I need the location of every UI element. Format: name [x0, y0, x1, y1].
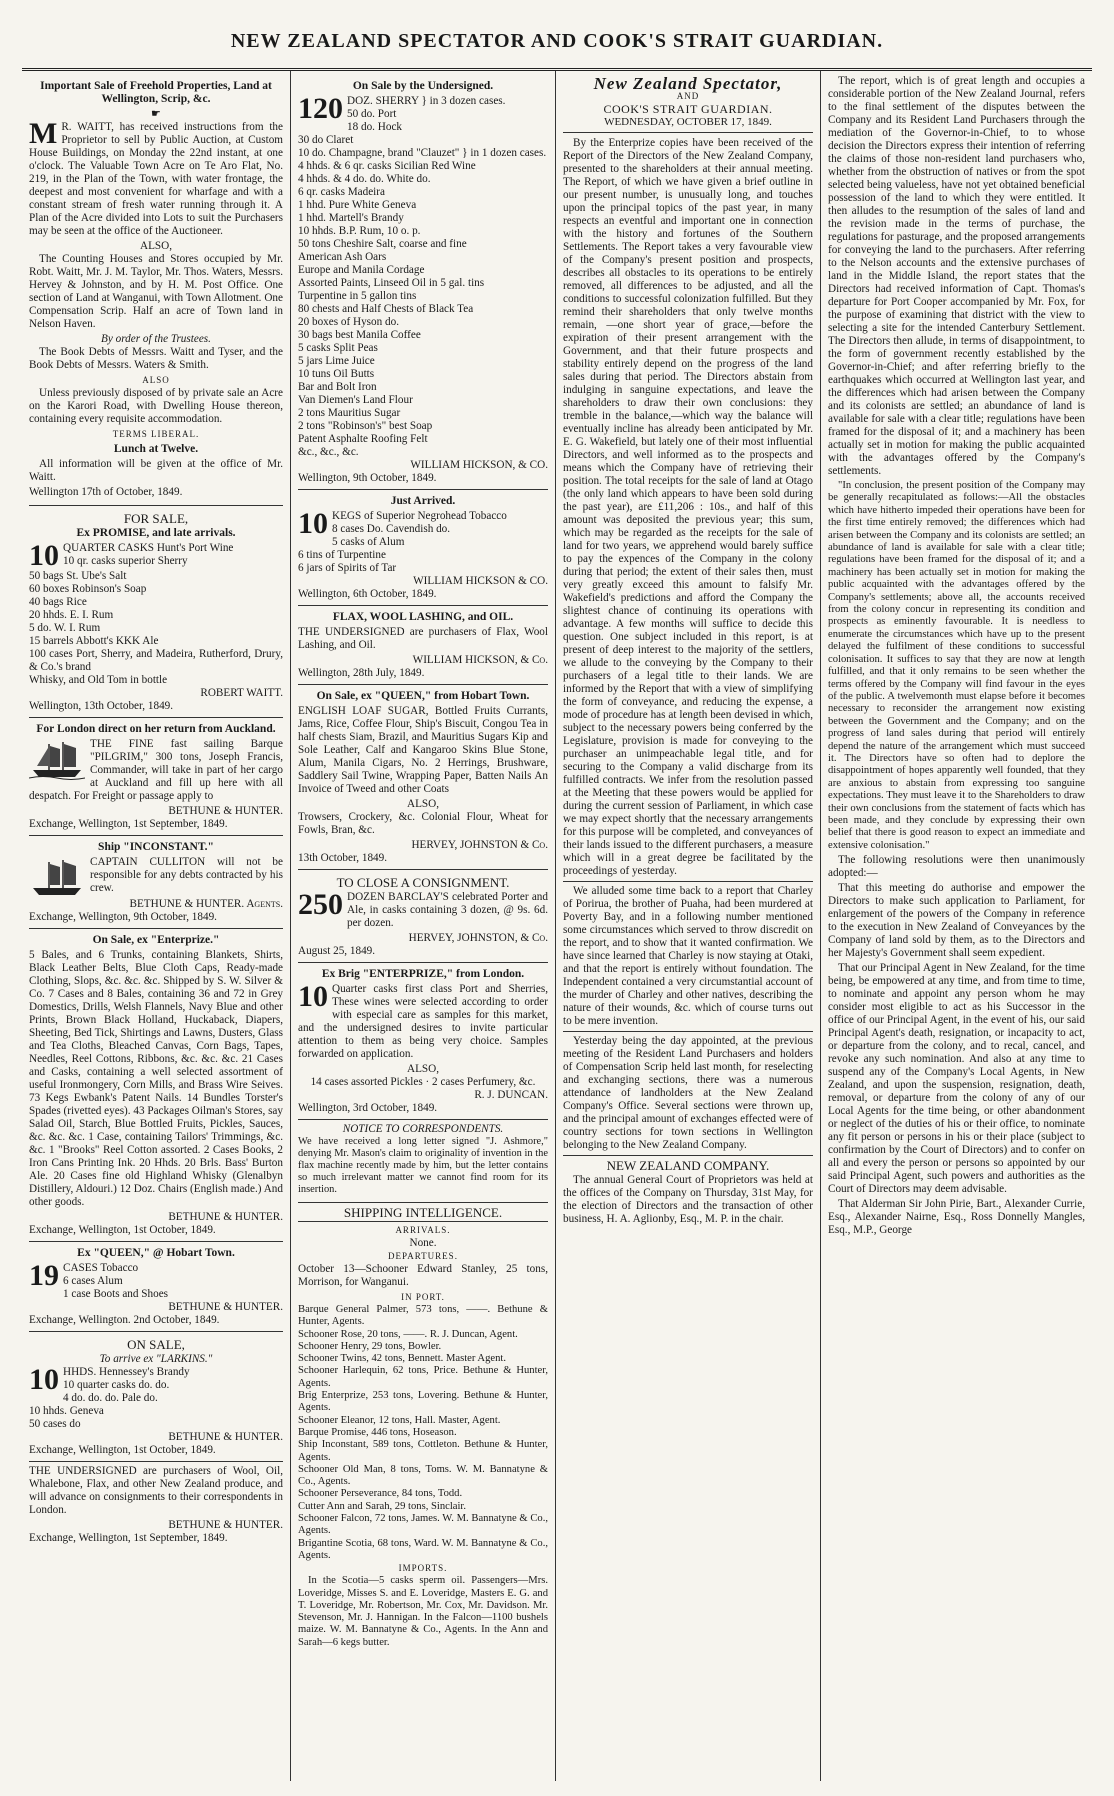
report-para-2: The following resolutions were then unanimously adopted:—	[828, 854, 1085, 880]
arrivals-none: None.	[409, 1237, 437, 1249]
list-item: American Ash Oars	[298, 251, 387, 263]
arrived-list	[298, 507, 548, 575]
imports-label: IMPORTS.	[398, 1563, 448, 1574]
list-item: &c., &c., &c.	[298, 446, 359, 458]
list-item: Europe and Manila Cordage	[298, 264, 425, 276]
queen2-more: Trowsers, Crockery, &c. Colonial Flour, Wheat for Fowls, Bran, &c.	[298, 811, 548, 836]
imports-body: In the Scotia—5 casks sperm oil. Passengers—Mrs. Loveridge, Misses S. and E. Loveridge, Masters E. G. and T. Loveridge, Mr. Robertson, Mr. Cox, Mr. Davidson. Mr. Stevenson, Mr. J. Hannigan. In the Falcon—1100 bushels maize. W. M. Bannatyne & Co., Agents. In the Ann and Sarah—6 kegs butter.	[298, 1575, 548, 1648]
queen2-body: ENGLISH LOAF SUGAR, Bottled Fruits Currants, Jams, Rice, Coffee Flour, Ship's Biscuit, Congou Tea in half chests Siam, Brazil, and Mauritius Sugars Kip and Sole Leather, Calf and Kangaroo Skins Blue Stone, Alum, Manila Cigars, No. 2 Herrings, Brushware, Saddlery Sail Twine, Wrapping Paper, Batten Nails An Invoice of Tweed and other Coats	[298, 705, 548, 795]
list-item: Schooner Eleanor, 12 tons, Hall. Master, Agent.	[298, 1414, 501, 1426]
consignment-title: TO CLOSE A CONSIGNMENT.	[336, 875, 510, 890]
arrived-date: Wellington, 6th October, 1849.	[298, 588, 437, 600]
shipping-section	[298, 1206, 548, 1649]
list-item: 10 quarter casks do. do.	[63, 1379, 170, 1391]
freehold-sale-title: Important Sale of Freehold Properties, Land at Wellington, Scrip, &c.	[40, 80, 272, 105]
freehold-sale-body: M R. WAITT, has received instructions from the Proprietor to sell by Public Auction, at Custom House Buildings, on Monday the 22nd instant, at one o'clock. The Valuable Town Acre on Te Aro Flat, No. 219, in the Plan of the Town, with water frontage, the deepest and most convenient for wharfage and with a constant stream of fresh water running through it. A Plan of the Acre divided into Lots to suit the Purchasers may be seen at the office of the Auctioneer.	[29, 117, 283, 237]
list-item: Brig Enterprize, 253 tons, Lovering. Bethune & Hunter, Agents.	[298, 1390, 548, 1414]
list-item: 5 jars Lime Juice	[298, 355, 375, 367]
list-item: 10 tuns Oil Butts	[298, 368, 375, 380]
consignment-date: August 25, 1849.	[298, 945, 376, 957]
arrived-number: 10	[298, 507, 328, 540]
report-quote: "In conclusion, the present position of the Company may be generally recapitulated as follows:—All the obstacles which have hitherto impeded their operations have been for the first time entirely removed; the differences which had arisen between the Company and its colonists are settled; an abundance of land is available for sale with a clear title; regulations have been framed for the disposal of it; and a machinery has been actually set in motion for making the public acquainted with the advantages offered by the Company's settlements; above all, the accounts received from the colony concur in representing its condition and prospects as eminently favourable. It is needless to enumerate the circumstances which have up to the present delayed the fulfilment of these conditions to successful colonisation. It suffices to say that they are now at length fulfilled, and that it only remains to be seen whether the terms offered by the Company will find favour in the eyes of the public. A twelvemonth must elapse before it becomes necessary to reconsider the arrangement now existing between the Government and the Company; and on the progress of land sales during that period will entirely depend the nature of the arrangement which must succeed it. The Directors have so often had to deplore the disappointment of hopes apparently well founded, that they are anxious to abstain from expressing too sanguine expectations. They must leave it to the Shareholders to draw their own conclusions from the statement of facts which has been made, and they conclude by expressing their own belief that there is good reason to expect an immediate and extensive colonisation."	[828, 480, 1085, 851]
shipping-title: SHIPPING INTELLIGENCE.	[298, 1206, 548, 1222]
list-item: 4 hhds. & 6 qr. casks Sicilian Red Wine	[298, 160, 476, 172]
london-body: THE FINE fast sailing Barque "PILGRIM," 300 tons, Joseph Francis, Commander, will take in part of her cargo at Auckland and fill up here with all despatch. For Freight or passage apply to	[29, 738, 283, 802]
arrived-ad	[298, 490, 548, 606]
queen-number: 19	[29, 1259, 59, 1292]
flax-title: FLAX, WOOL LASHING, and OIL.	[332, 611, 514, 623]
brig-date: Wellington, 3rd October, 1849.	[298, 1102, 438, 1114]
nzc-title: NEW ZEALAND COMPANY.	[563, 1155, 813, 1172]
undersigned-number: 120	[298, 92, 343, 125]
editorial-para-1: By the Enterprize copies have been received of the Report of the Directors of the New Zealand Company, presented to the shareholders at their annual meeting. The Report, of which we have given a brief outline in our present number, is unusually long, and touches upon the principal topics of the past year, in many respects an eventful and important one in connection with the history and fortunes of the Southern Settlements. The Report takes a very favourable view of the Company's present position and prospects, describes all obstacles to its operations to be entirely removed, all differences to be adjusted, and all the conditions to successful colonization fulfilled. But they remind their shareholders that only twelve months remain, —one short year of grace,—before the expiration of their present arrangement with the Government, and that their future prospects and stability entirely depend on the progress of the land sales during that period. The Directors abstain from indulging in sanguine expectations, and leave the shareholders to draw their own conclusions: they tremble in the balance,—which way the balance will eventually incline has already been anticipated by Mr. E. G. Wakefield, but lately one of their most influential Directors, and well informed as to the prospects and means which the Company have of retrieving their position. The total receipts for the sale of land at Otago (the only land which appears to have been sold during the past year), are £11,206 : 10s., and half of this amount was deposited the previous year; this sum, which may be regarded as the receipts for the sale of land for two years, we apprehend would barely suffice to pay the expences of the Company in the colony during that period; the extent of their sales then, must very greatly exceed this amount to falsify Mr. Wakefield's predictions and afford the Company the slightest chance of continuing its operations with advantage. A few months will suffice to decide this question. One subject included in this report, is at present of deep interest to the majority of the settlers, we allude to the conveying by the Company to their purchasers of a legal title to their lands. We are informed by the Report that with a view of simplifying the form of conveyance, and reducing the expense, a mode of procedure has at length been devised in which, subject to the necessary powers being conferred by the Legislature, provision is made for conveying to the purchaser an unimpeachable legal title, and for securing to the Company a valid discharge from its fulfilled contracts. We infer from the resolution passed at the Meeting that these powers would be applied for during the current session of Parliament, in which case we may expect shortly that the necessary arrangements for this purpose will be completed, and conveyances of their lands issued to the different purchasers, a measure which will in a great degree be facilitated by the proceedings of yesterday.	[563, 137, 813, 877]
sailing-ship-icon	[29, 858, 85, 898]
report-para-3: That this meeting do authorise and empower the Directors to make such application to Parliament, for enlargement of the powers of the Company in reference to the execution in New Zealand of Conveyances by the Company of land sold by them, as to the Directors and her Majesty's Government shall seem expedient.	[828, 882, 1085, 960]
flax-signature: WILLIAM HICKSON, & Co.	[412, 654, 548, 666]
list-item: Brigantine Scotia, 68 tons, Ward. W. M. Bannatyne & Co., Agents.	[298, 1537, 548, 1561]
consignment-ad	[298, 870, 548, 963]
counting-houses-text: The Counting Houses and Stores occupied by Mr. Robt. Waitt, Mr. J. M. Taylor, Mr. Thos. Waters, Messrs. Hervey & Johnston, and by H. M. Post Office. One section of Land at Wanganui, with Town Allotment. One Compensation Scrip. Half an acre of Town land in Nelson Haven.	[29, 253, 283, 330]
larkins-subtitle: To arrive ex "LARKINS."	[99, 1353, 213, 1365]
queen2-also: ALSO,	[406, 798, 439, 810]
report-para-1: The report, which is of great length and occupies a considerable portion of the New Zealand Journal, refers to the final settlement of the disputes between the Company and its Resident Land Purchasers through the mediation of the Governor-in-Chief, to to whose decision the Directors express their intention of referring the claims of those non-resident land purchasers who, whether from the obstruction of natives or from the spot selected being valueless, have not yet obtained beneficial possession of the land to which they were entitled. It then alludes to the resumption of the sales of land and the revision made in the terms of purchase, the regulations for pasturage, and the proposed arrangements for conveying the land to the purchasers. After referring to the Nelson accounts and the extensive purchases of land in the Middle Island, the report states that the Directors had received information of Capt. Thomas's departure for Port Cooper accompanied by Mr. Fox, for the purpose of examining that district with the view to selecting a site for the intended Canterbury Settlement. The Directors then allude, in terms of disappointment, to the form of government recently established by the Governor-in-Chief; and after referring briefly to the earthquakes which occurred at Wellington last year, and the differences which had arisen between the Company and its colonists are settled; an abundance of land is available for sale with a clear title; regulations have been framed for the disposal of it; and a machinery has been actually set in motion for making the public acquainted with the advantages offered by the Company's settlements.	[828, 75, 1085, 477]
notice-body: We have received a long letter signed "J. Ashmore," denying Mr. Mason's claim to originality of invention in the flax machine recently made by him, but the letter contains so much irrelevant matter we cannot find room for its insertion.	[298, 1136, 548, 1195]
brig-title: Ex Brig "ENTERPRIZE," from London.	[321, 968, 525, 980]
info-date: Wellington 17th of October, 1849.	[29, 486, 183, 498]
list-item: Turpentine in 5 gallon tins	[298, 290, 417, 302]
larkins-number: 10	[29, 1363, 59, 1396]
list-item: Cutter Ann and Sarah, 29 tons, Sinclair.	[298, 1500, 467, 1512]
column-2	[290, 71, 555, 1781]
list-item: 10 qr. casks superior Sherry	[63, 555, 188, 567]
departures-label: DEPARTURES.	[388, 1251, 458, 1261]
flax-date: Wellington, 28th July, 1849.	[298, 667, 425, 679]
queen2-date: 13th October, 1849.	[298, 852, 388, 864]
for-sale-date: Wellington, 13th October, 1849.	[29, 700, 174, 712]
flax-body: THE UNDERSIGNED are purchasers of Flax, Wool Lashing, and Oil.	[298, 626, 548, 651]
list-item: KEGS of Superior Negrohead Tobacco	[332, 510, 507, 522]
list-item: 80 chests and Half Chests of Black Tea	[298, 303, 474, 315]
consignment-signature: HERVEY, JOHNSTON, & Co.	[408, 932, 548, 944]
list-item: 50 tons Cheshire Salt, coarse and fine	[298, 238, 467, 250]
inconstant-date: Exchange, Wellington, 9th October, 1849.	[29, 911, 217, 923]
list-item: 100 cases Port, Sherry, and Madeira, Rutherford, Drury, & Co.'s brand	[29, 648, 283, 673]
wool-signature: BETHUNE & HUNTER.	[168, 1519, 283, 1531]
list-item: 2 tons Mauritius Sugar	[298, 407, 401, 419]
enterprize-body: 5 Bales, and 6 Trunks, containing Blankets, Shirts, Black Leather Belts, Blue Cloth Caps, Ready-made Clothing, Slops, &c. &c. &c. Shipped by S. W. Silver & Co. 7 Cases and 8 Bales, containing 36 and 72 in Grey Domestics, Drills, Welsh Flannels, Navy Blue and other Prints, Brown Black Holland, Huckaback, Diapers, Sheeting, Bed Tick, Shirtings and Lawns, Dusters, Glass and Tea Cloths, Bleached Canvas, Corn Bags, Tapes, Needles, Reel Cottons, Ribbons, &c. &c. &c. 21 Cases and Casks, containing a well selected assortment of useful Ironmongery, Corn Mills, and Brass Wire Seives. 73 Kegs Ewbank's Patent Nails. 14 Bundles Torster's Spades (rivetted eyes). 43 Packages Oilman's Stores, say Salad Oil, Starch, Blue Bottled Fruits, Pickles, Sauces, &c. &c. &c. 1 Case, containing Tailors' Trimmings, &c. &c. 1 "Brooks" Reel Cotton assorted. 2 Cases Books, 2 Iron Cans Printing Ink. 20 Hhds. 20 Brls. Bass' Burton Ale. 20 Cases fine old Highland Whisky (Glenalbyn Distillery, Aldouri.) 12 Doz. Chairs (English made.) And other goods.	[29, 949, 283, 1208]
list-item: Schooner Perseverance, 84 tons, Todd.	[298, 1488, 463, 1500]
list-item: 6 tins of Turpentine	[298, 549, 386, 561]
list-item: DOZ. SHERRY } in 3 dozen cases.	[347, 95, 506, 107]
lunch-label: Lunch at Twelve.	[113, 443, 199, 455]
list-item: 10 hhds. Geneva	[29, 1405, 104, 1417]
freehold-sale-ad	[29, 75, 283, 506]
list-item: 1 case Boots and Shoes	[63, 1288, 169, 1300]
column-4	[820, 71, 1092, 1781]
arrived-signature: WILLIAM HICKSON & CO.	[413, 575, 548, 587]
list-item: 1 hhd. Pure White Geneva	[298, 199, 417, 211]
queen-signature: BETHUNE & HUNTER.	[168, 1301, 283, 1313]
enterprize-date: Exchange, Wellington, 1st October, 1849.	[29, 1224, 216, 1236]
queen-date: Exchange, Wellington. 2nd October, 1849.	[29, 1314, 220, 1326]
list-item: 10 do. Champagne, brand "Clauzet" } in 1 dozen cases.	[298, 147, 547, 159]
list-item: 50 cases do	[29, 1418, 81, 1430]
editorial-para-2: We alluded some time back to a report that Charley of Porirua, the brother of Puaha, had been murdered at Poverty Bay, and in a following number mentioned some circumstances which served to throw discredit on the report, and to show that it wanted confirmation. We have since learned that Charley is now staying at Otaki, and that the report is entirely without foundation. The Independent contained a very circumstantial account of the murder of Charley and other natives, describing the nature of their wounds, &c. which of course turns out to be mere invention.	[563, 885, 813, 1027]
arrived-title: Just Arrived.	[390, 495, 456, 507]
for-sale-subtitle: Ex PROMISE, and late arrivals.	[76, 527, 236, 539]
editorial-date: WEDNESDAY, OCTOBER 17, 1849.	[563, 116, 813, 133]
larkins-title: ON SALE,	[127, 1337, 185, 1352]
brig-number: 10	[298, 980, 328, 1013]
undersigned-title: On Sale by the Undersigned.	[352, 80, 494, 92]
editorial-para-4: The annual General Court of Proprietors was held at the offices of the Company on Thursday, 31st May, for the election of Directors and the transaction of other business, H. A. Aglionby, Esq., M. P. in the chair.	[563, 1174, 813, 1225]
brig-also: ALSO,	[406, 1063, 439, 1075]
list-item: 20 hhds. E. I. Rum	[29, 609, 114, 621]
undersigned-date: Wellington, 9th October, 1849.	[298, 472, 437, 484]
wool-body: THE UNDERSIGNED are purchasers of Wool, Oil, Whalebone, Flax, and other New Zealand produce, and will advance on consignments to their correspondents in London.	[29, 1465, 283, 1516]
undersigned-ad	[298, 75, 548, 490]
queen-list	[29, 1259, 283, 1301]
queen-title: Ex "QUEEN," @ Hobart Town.	[77, 1247, 235, 1259]
list-item: Schooner Twins, 42 tons, Bennett. Master Agent.	[298, 1353, 506, 1365]
info-text: All information will be given at the office of Mr. Waitt.	[29, 458, 283, 483]
list-item: 10 hhds. B.P. Rum, 10 o. p.	[298, 225, 421, 237]
book-debts-text: The Book Debts of Messrs. Waitt and Tyser, and the Book Debts of Messrs. Waters & Smith.	[29, 346, 283, 371]
brig-more: 14 cases assorted Pickles · 2 cases Perfumery, &c.	[310, 1076, 536, 1088]
list-item: 20 boxes of Hyson do.	[298, 316, 399, 328]
column-3	[555, 71, 820, 1781]
list-item: Barque Promise, 446 tons, Hoseason.	[298, 1426, 457, 1438]
for-sale-number: 10	[29, 539, 59, 572]
list-item: 5 do. W. I. Rum	[29, 622, 101, 634]
brig-body: Quarter casks first class Port and Sherries, These wines were selected according to order with especial care as samples for this market, and the undersigned desires to invite particular attention to them as being very choice. Samples forwarded on application.	[298, 983, 548, 1060]
list-item: Schooner Rose, 20 tons, ——. R. J. Duncan, Agent.	[298, 1328, 518, 1340]
list-item: 6 qr. casks Madeira	[298, 186, 385, 198]
editorial-and: AND	[676, 91, 700, 101]
list-item: Schooner Harlequin, 62 tons, Price. Bethune & Hunter, Agents.	[298, 1365, 548, 1389]
larkins-ad	[29, 1332, 283, 1462]
list-item: 30 do Claret	[298, 134, 354, 146]
london-signature: BETHUNE & HUNTER.	[168, 805, 283, 817]
list-item: Van Diemen's Land Flour	[298, 394, 413, 406]
list-item: 40 bags Rice	[29, 596, 87, 608]
list-item: Ship Inconstant, 589 tons, Cottleton. Bethune & Hunter, Agents.	[298, 1439, 548, 1463]
enterprize-ad	[29, 929, 283, 1242]
flax-ad	[298, 606, 548, 685]
list-item: Patent Asphalte Roofing Felt	[298, 433, 428, 445]
list-item: Schooner Henry, 29 tons, Bowler.	[298, 1340, 442, 1352]
list-item: HHDS. Hennessey's Brandy	[63, 1366, 190, 1378]
list-item: 4 do. do. do. Pale do.	[63, 1392, 158, 1404]
inconstant-signature: BETHUNE & HUNTER. Agents.	[129, 898, 283, 910]
for-sale-signature: ROBERT WAITT.	[200, 687, 283, 699]
sailing-ship-icon	[29, 740, 85, 780]
inconstant-title: Ship "INCONSTANT."	[98, 841, 214, 853]
karori-text: Unless previously disposed of by private sale an Acre on the Karori Road, with Dwelling House thereon, containing every requisite accommodation.	[29, 387, 283, 425]
terms-label: TERMS LIBERAL.	[112, 429, 200, 439]
list-item: Schooner Falcon, 72 tons, James. W. M. Bannatyne & Co., Agents.	[298, 1513, 548, 1537]
report-para-4: That our Principal Agent in New Zealand, for the time being, be empowered at any time, and from time to time, to nominate and appoint any person whom he may consider most eligible to act as his Successor in the office of our Principal Agent, in the event of his, our said Principal Agent's death, resignation, or incapacity to act, or departure from the colony, and to recal, cancel, and revoke any such nomination. And also at any time to suspend any of the Company's Local Agents, in New Zealand, and upon the suspension, resignation, death, removal, or departure from the colony of any of our Local Agents for the time being, or other abandonment or neglect of the duties of his or their office, to nominate any fit person or persons in his or their place (subject to confirmation by the Court of Directors) and to confer on all and every the person or persons so appointed by our said Principal Agent, such powers and authorities as the Court of Directors may deem advisable.	[828, 962, 1085, 1196]
wool-ad	[29, 1462, 283, 1545]
brig-ad	[298, 963, 548, 1120]
trustees-label: By order of the Trustees.	[101, 333, 211, 345]
list-item: 1 hhd. Martell's Brandy	[298, 212, 404, 224]
larkins-list	[29, 1363, 283, 1431]
list-item: Bar and Bolt Iron	[298, 381, 377, 393]
london-date: Exchange, Wellington, 1st September, 1849.	[29, 818, 228, 830]
larkins-signature: BETHUNE & HUNTER.	[168, 1431, 283, 1443]
inconstant-ad	[29, 836, 283, 929]
column-1	[22, 71, 290, 1781]
columns	[22, 71, 1092, 1781]
list-item: 50 bags St. Ube's Salt	[29, 570, 127, 582]
consignment-body: DOZEN BARCLAY'S celebrated Porter and Ale, in casks containing 3 dozen, @ 9s. 6d. per dozen.	[347, 891, 548, 929]
consignment-number: 250	[298, 888, 343, 921]
list-item: 5 casks Split Peas	[298, 342, 378, 354]
queen2-title: On Sale, ex "QUEEN," from Hobart Town.	[316, 690, 530, 702]
list-item: Schooner Old Man, 8 tons, Toms. W. M. Bannatyne & Co., Agents.	[298, 1463, 548, 1488]
pointing-hand-icon: ☛	[150, 108, 162, 120]
inport-label: IN PORT.	[401, 1292, 445, 1302]
masthead: NEW ZEALAND SPECTATOR AND COOK'S STRAIT GUARDIAN.	[230, 30, 884, 52]
editorial-subtitle: COOK'S STRAIT GUARDIAN.	[603, 102, 773, 116]
list-item: 30 bags best Manila Coffee	[298, 329, 421, 341]
list-item: 15 barrels Abbott's KKK Ale	[29, 635, 159, 647]
list-item: 2 tons "Robinson's" best Soap	[298, 420, 433, 432]
for-sale-title: FOR SALE,	[123, 511, 189, 526]
editorial-para-3: Yesterday being the day appointed, at the previous meeting of the Resident Land Purchasers and holders of Compensation Scrip held last month, for reselecting and exchanging sections, there was a numerous attendance of landholders at the New Zealand Company's Office. Several sections were thrown up, and the principal amount of exchanges effected were of country sections for town sections in Wellington belonging to the New Zealand Company.	[563, 1035, 813, 1151]
list-item: 4 hhds. & 4 do. do. White do.	[298, 173, 431, 185]
undersigned-list	[298, 92, 548, 459]
editorial-gothic-title: New Zealand Spectator,	[593, 74, 783, 93]
london-ad	[29, 718, 283, 836]
list-item: 5 casks of Alum	[332, 536, 405, 548]
queen2-signature: HERVEY, JOHNSTON & Co.	[411, 839, 548, 851]
list-item: 18 do. Hock	[347, 121, 402, 133]
for-sale-list	[29, 539, 283, 687]
queen-ad	[29, 1242, 283, 1332]
brig-signature: R. J. DUNCAN.	[474, 1089, 548, 1101]
notice-title: NOTICE TO CORRESPONDENTS.	[342, 1123, 504, 1135]
list-item: CASES Tobacco	[63, 1262, 139, 1274]
inconstant-body: CAPTAIN CULLITON will not be responsible for any debts contracted by his crew.	[90, 856, 283, 894]
for-sale-ad	[29, 506, 283, 718]
list-item: 50 do. Port	[347, 108, 397, 120]
list-item: Assorted Paints, Linseed Oil in 5 gal. tins	[298, 277, 485, 289]
larkins-date: Exchange, Wellington, 1st October, 1849.	[29, 1444, 216, 1456]
departures-body: October 13—Schooner Edward Stanley, 25 tons, Morrison, for Wanganui.	[298, 1263, 548, 1288]
also-label-2: ALSO	[142, 375, 170, 385]
wool-date: Exchange, Wellington, 1st September, 1849.	[29, 1532, 228, 1544]
queen2-ad	[298, 685, 548, 870]
list-item: QUARTER CASKS Hunt's Port Wine	[63, 542, 234, 554]
london-title: For London direct on her return from Auckland.	[36, 723, 276, 735]
list-item: 6 cases Alum	[63, 1275, 123, 1287]
undersigned-signature: WILLIAM HICKSON, & CO.	[410, 459, 548, 471]
enterprize-signature: BETHUNE & HUNTER.	[168, 1211, 283, 1223]
also-label: ALSO,	[139, 240, 172, 252]
enterprize-title: On Sale, ex "Enterprize."	[92, 934, 220, 946]
list-item: Barque General Palmer, 573 tons, ——. Bethune & Hunter, Agents.	[298, 1304, 548, 1328]
notice-section	[298, 1120, 548, 1203]
list-item: 6 jars of Spirits of Tar	[298, 562, 397, 574]
list-item: 8 cases Do. Cavendish do.	[332, 523, 451, 535]
inport-list	[298, 1304, 548, 1562]
arrivals-label: ARRIVALS.	[395, 1225, 451, 1235]
list-item: Whisky, and Old Tom in bottle	[29, 674, 168, 686]
list-item: 60 boxes Robinson's Soap	[29, 583, 147, 595]
report-para-5: That Alderman Sir John Pirie, Bart., Alexander Currie, Esq., Alexander Nairne, Esq., Ross Donnelly Mangles, Esq., M.P., George	[828, 1198, 1085, 1237]
